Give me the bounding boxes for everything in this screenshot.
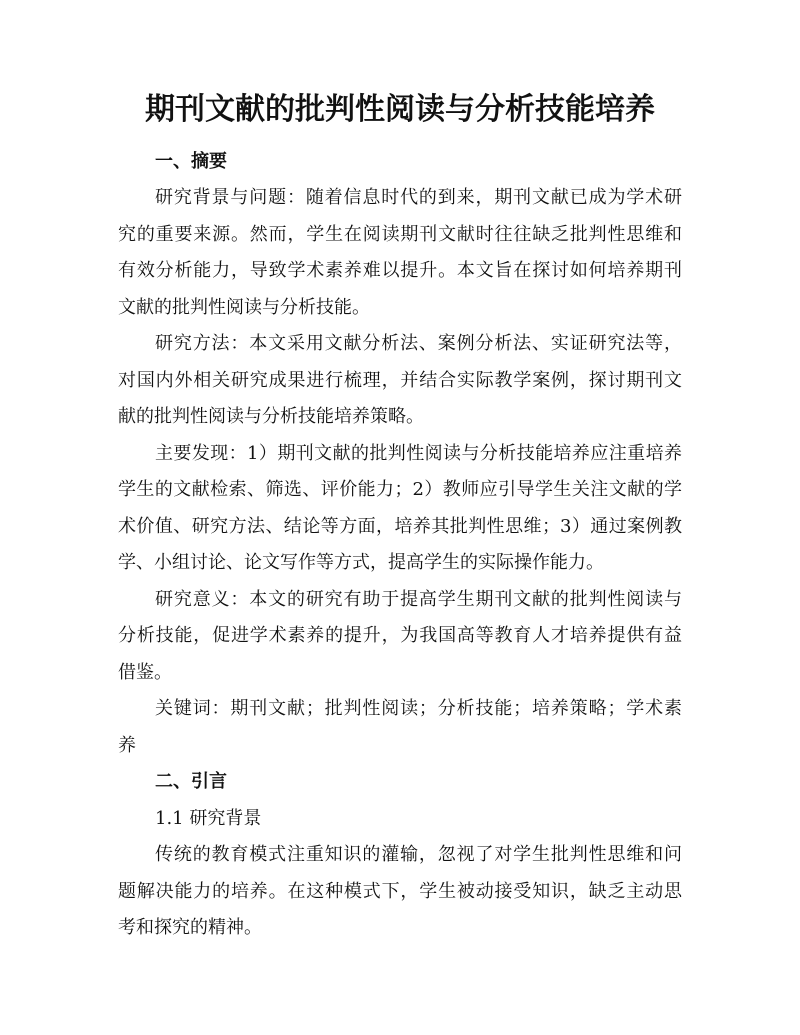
paragraph-line: 献的批判性阅读与分析技能培养策略。: [118, 406, 424, 427]
document-title: 期刊文献的批判性阅读与分析技能培养: [145, 92, 655, 127]
paragraph: [118, 326, 682, 436]
paragraph-line: 传统的教育模式注重知识的灌输，忽视了对学生批判性思维和问: [155, 844, 682, 865]
paragraph-line: 关键词：期刊文献；批判性阅读；分析技能；培养策略；学术素: [155, 698, 682, 719]
paragraph-line: 术价值、研究方法、结论等方面，培养其批判性思维；3）通过案例教: [118, 515, 682, 537]
paragraph-line: 主要发现：1）期刊文献的批判性阅读与分析技能培养应注重培养: [155, 442, 682, 464]
paragraph-line: 有效分析能力，导致学术素养难以提升。本文旨在探讨如何培养期刊: [118, 260, 682, 281]
document-body: [118, 144, 682, 947]
abstract-section: [118, 180, 682, 764]
paragraph: [118, 180, 682, 326]
paragraph-line: 养: [118, 734, 136, 756]
paragraph-line: 分析技能，促进学术素养的提升，为我国高等教育人才培养提供有益: [118, 625, 682, 646]
paragraph: [118, 582, 682, 692]
paragraph: [118, 436, 682, 582]
paragraph: [118, 691, 682, 764]
paragraph: [118, 837, 682, 947]
paragraph-line: 究的重要来源。然而，学生在阅读期刊文献时往往缺乏批判性思维和: [118, 223, 682, 245]
introduction-section: [118, 837, 682, 947]
paragraph-line: 研究背景与问题：随着信息时代的到来，期刊文献已成为学术研: [155, 187, 682, 208]
paragraph-line: 借鉴。: [118, 661, 172, 683]
section-heading-introduction: 二、引言: [155, 771, 227, 792]
paragraph-line: 学生的文献检索、筛选、评价能力；2）教师应引导学生关注文献的学: [118, 479, 682, 500]
paragraph-line: 研究方法：本文采用文献分析法、案例分析法、实证研究法等，: [155, 333, 682, 354]
paragraph-line: 学、小组讨论、论文写作等方式，提高学生的实际操作能力。: [118, 552, 604, 573]
section-heading-abstract: 一、摘要: [155, 151, 227, 172]
paragraph-line: 文献的批判性阅读与分析技能。: [118, 296, 370, 318]
paragraph-line: 考和探究的精神。: [118, 917, 262, 938]
paragraph-line: 对国内外相关研究成果进行梳理，并结合实际教学案例，探讨期刊文: [118, 369, 682, 391]
paragraph-line: 题解决能力的培养。在这种模式下，学生被动接受知识，缺乏主动思: [118, 880, 682, 902]
paragraph-line: 研究意义：本文的研究有助于提高学生期刊文献的批判性阅读与: [155, 588, 682, 610]
subsection-heading-background: 1.1 研究背景: [155, 808, 262, 829]
